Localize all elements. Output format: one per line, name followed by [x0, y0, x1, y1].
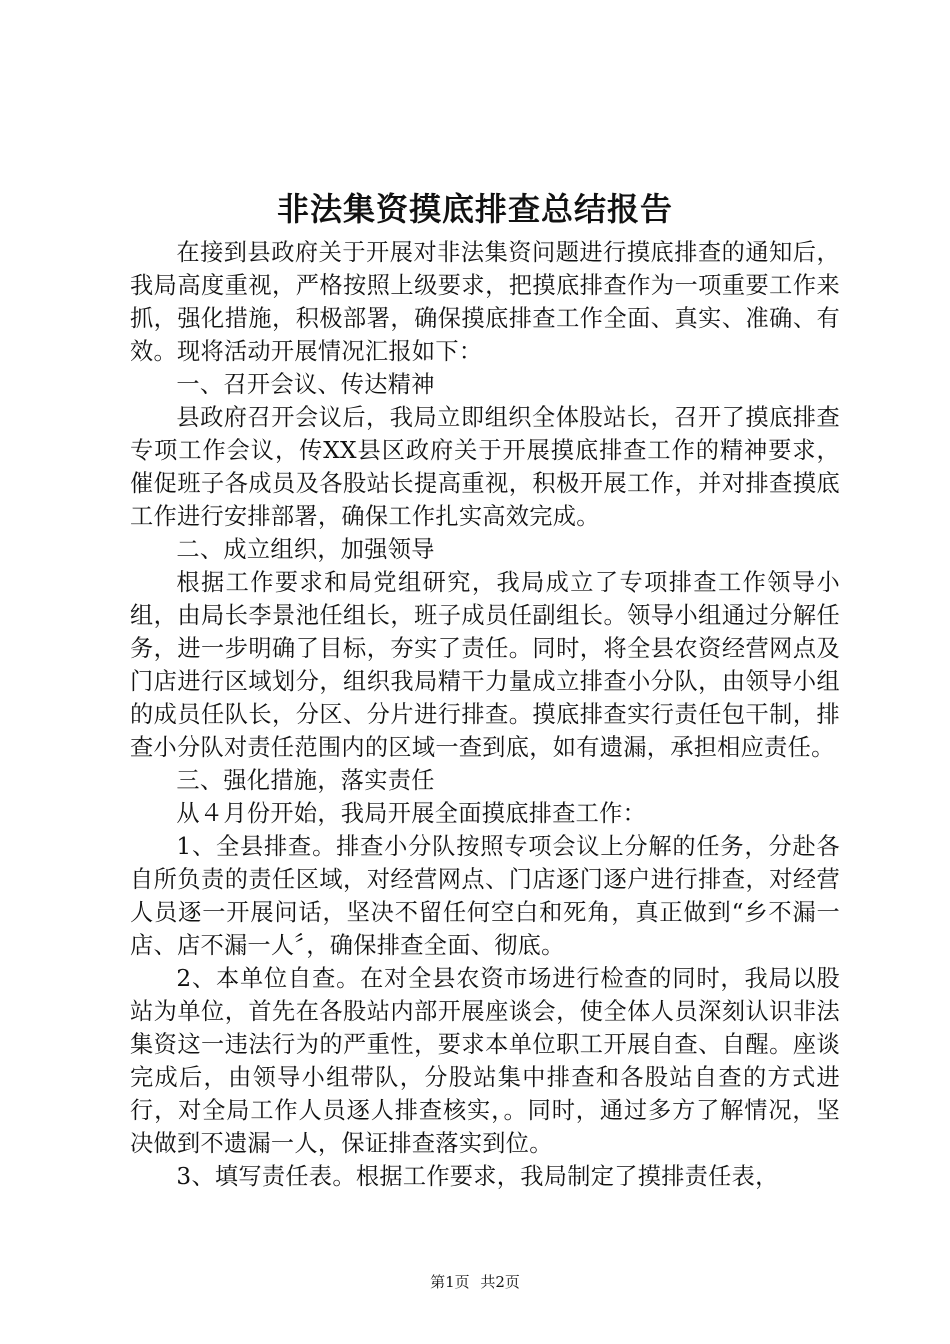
document-title: 非法集资摸底排查总结报告: [276, 190, 673, 228]
list-item-2: 2、本单位自查。在对全县农资市场进行检查的同时，我局以股站为单位，首先在各股站内部开展座谈会，使全体人员深刻认识非法集资这一违法行为的严重性，要求本单位职工开展自查、自醒。座谈完成后，由领导小组带队，分股站集中排查和各股站自查的方式进行，对全局工作人员逐人排查核实，。同时，通过多方了解情况，坚决做到不遗漏一人，保证排查落实到位。: [130, 965, 840, 1157]
section-heading-3: 三、强化措施，落实责任: [176, 767, 435, 794]
page-total: 共2页: [480, 1273, 520, 1291]
body-paragraph: 从４月份开始，我局开展全面摸底排查工作：: [176, 800, 647, 827]
list-item-3: 3、填写责任表。根据工作要求，我局制定了摸排责任表，: [176, 1163, 779, 1190]
section-heading-1: 一、召开会议、传达精神: [176, 371, 435, 398]
page-footer: [0, 1270, 950, 1294]
section-heading-2: 二、成立组织，加强领导: [176, 536, 435, 563]
intro-paragraph: 在接到县政府关于开展对非法集资问题进行摸底排查的通知后，我局高度重视，严格按照上级要求，把摸底排查作为一项重要工作来抓，强化措施，积极部署，确保摸底排查工作全面、真实、准确、有效。现将活动开展情况汇报如下：: [130, 239, 840, 365]
list-item-1: 1、全县排查。排查小分队按照专项会议上分解的任务，分赴各自所负责的责任区域，对经营网点、门店逐门逐户进行排查，对经营人员逐一开展问话，坚决不留任何空白和死角，真正做到“乡不漏一店、店不漏一人〞，确保排查全面、彻底。: [130, 833, 840, 959]
page-number: 第1页: [430, 1273, 470, 1291]
document-body: [130, 236, 840, 1193]
body-paragraph: 县政府召开会议后，我局立即组织全体股站长，召开了摸底排查专项工作会议，传XX县区政府关于开展摸底排查工作的精神要求，催促班子各成员及各股站长提高重视，积极开展工作，并对排查摸底工作进行安排部署，确保工作扎实高效完成。: [130, 404, 840, 530]
body-paragraph: 根据工作要求和局党组研究，我局成立了专项排查工作领导小组，由局长李景池任组长，班子成员任副组长。领导小组通过分解任务，进一步明确了目标，夯实了责任。同时，将全县农资经营网点及门店进行区域划分，组织我局精干力量成立排查小分队，由领导小组的成员任队长，分区、分片进行排查。摸底排查实行责任包干制，排查小分队对责任范围内的区域一查到底，如有遗漏，承担相应责任。: [130, 569, 840, 761]
